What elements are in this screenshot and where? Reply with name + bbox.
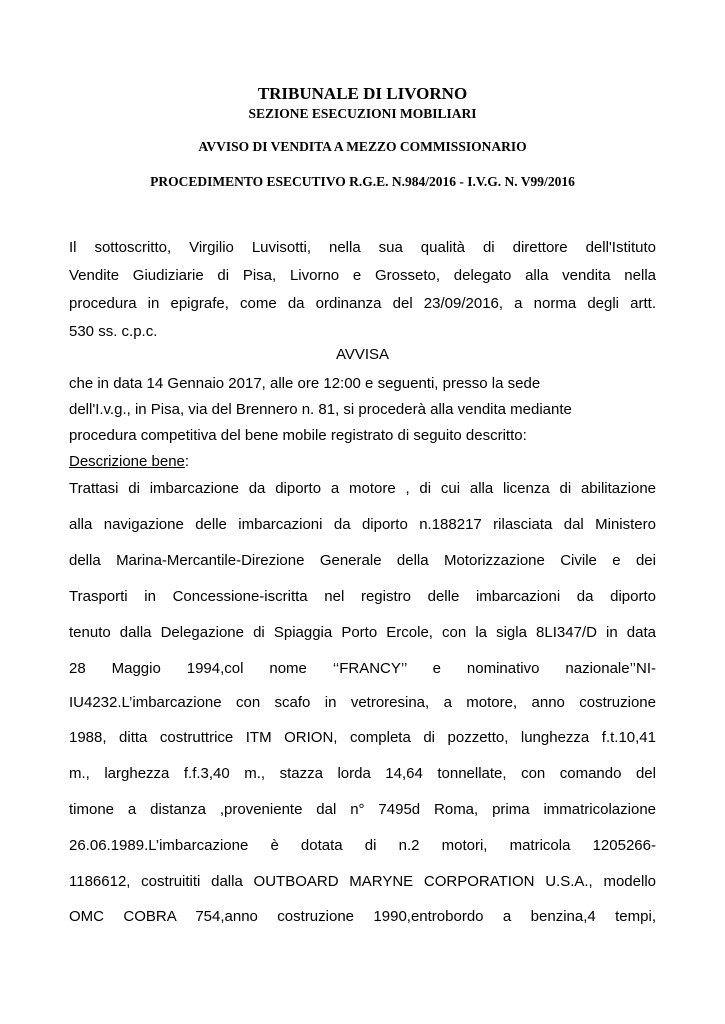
sale-line: dell'I.v.g., in Pisa, via del Brennero n. 81, si procederà alla vendita mediante <box>69 401 572 418</box>
description-heading-label: Descrizione bene <box>69 453 185 470</box>
description-line: OMC COBRA 754,anno costruzione 1990,entrobordo a benzina,4 tempi, <box>69 908 656 925</box>
notice-title: AVVISO DI VENDITA A MEZZO COMMISSIONARIO <box>198 139 527 154</box>
description-line: 26.06.1989.L’imbarcazione è dotata di n.2 motori, matricola 1205266- <box>69 837 656 854</box>
description-line: Trasporti in Concessione-iscritta nel registro delle imbarcazioni da diporto <box>69 588 656 605</box>
description-line: 1988, ditta costruttrice ITM ORION, completa di pozzetto, lunghezza f.t.10,41 <box>69 729 656 746</box>
avvisa-heading: AVVISA <box>335 346 390 363</box>
intro-line: procedura in epigrafe, come da ordinanza del 23/09/2016, a norma degli artt. <box>69 295 656 312</box>
description-line: 1186612, costruititi dalla OUTBOARD MARYNE CORPORATION U.S.A., modello <box>69 873 656 890</box>
description-line: timone a distanza ,proveniente dal n° 7495d Roma, prima immatricolazione <box>69 801 656 818</box>
description-heading-colon: : <box>184 453 190 470</box>
sale-line: che in data 14 Gennaio 2017, alle ore 12:00 e seguenti, presso la sede <box>69 375 541 392</box>
procedure-reference: PROCEDIMENTO ESECUTIVO R.G.E. N.984/2016 - I.V.G. N. V99/2016 <box>150 174 575 189</box>
description-line: della Marina-Mercantile-Direzione Generale della Motorizzazione Civile e dei <box>69 552 656 569</box>
intro-line: Vendite Giudiziarie di Pisa, Livorno e Grosseto, delegato alla vendita nella <box>69 267 656 284</box>
description-line: Trattasi di imbarcazione da diporto a motore , di cui alla licenza di abilitazione <box>69 480 656 497</box>
description-line: 28 Maggio 1994,col nome ‘‘FRANCY’’ e nominativo nazionale’’NI- <box>69 660 656 677</box>
description-line: alla navigazione delle imbarcazioni da diporto n.188217 rilasciata dal Ministero <box>69 516 656 533</box>
sale-line: procedura competitiva del bene mobile registrato di seguito descritto: <box>69 427 527 444</box>
court-title: TRIBUNALE DI LIVORNO <box>257 84 468 103</box>
intro-line: 530 ss. c.p.c. <box>69 323 158 340</box>
description-line: tenuto dalla Delegazione di Spiaggia Porto Ercole, con la sigla 8LI347/D in data <box>69 624 656 641</box>
description-line: IU4232.L’imbarcazione con scafo in vetroresina, a motore, anno costruzione <box>69 694 656 711</box>
description-heading <box>69 452 656 472</box>
section-title: SEZIONE ESECUZIONI MOBILIARI <box>248 106 477 121</box>
description-line: m., larghezza f.f.3,40 m., stazza lorda 14,64 tonnellate, con comando del <box>69 765 656 782</box>
intro-line: Il sottoscritto, Virgilio Luvisotti, nella sua qualità di direttore dell'Istituto <box>69 239 656 256</box>
